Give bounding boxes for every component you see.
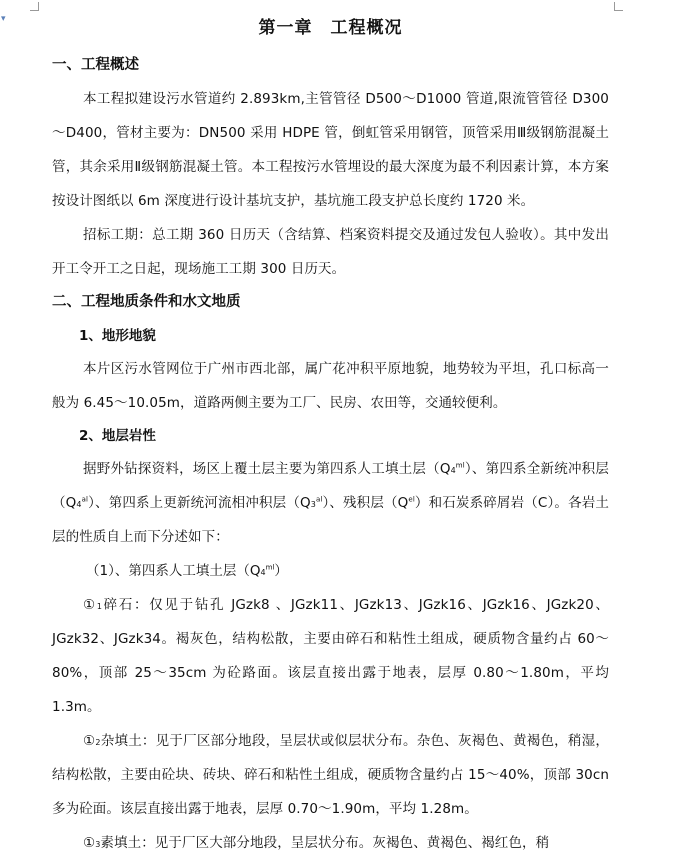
crop-mark-top-right (614, 2, 623, 11)
strata-text-b: ）、第四系全新统冲积层（Q (52, 461, 609, 511)
strata-intro-para (52, 452, 609, 554)
superscript-al-b: al (315, 495, 323, 504)
subscript-q3: 3 (310, 500, 316, 509)
layer2-subscript: 2 (95, 738, 101, 747)
layer3-para (52, 826, 609, 860)
section1-para1: 本工程拟建设污水管道约 2.893km,主管管径 D500～D1000 管道,限流管管径 D300～D400，管材主要为：DN500 采用 HDPE 管，倒虹管采用钢管，顶管采用Ⅲ级钢筋混凝土管，其余采用Ⅱ级钢筋混凝土管。本工程按污水管埋设的最大深度为最不利因素计算，本方案按设计图纸以 6m 深度进行设计基坑支护，基坑施工段支护总长度约 1720 米。 (52, 91, 609, 209)
subscript-q4: 4 (450, 466, 456, 475)
paragraph-marker-icon[interactable]: ▾ (1, 14, 6, 24)
document-page (52, 0, 609, 860)
sub2-heading: 2、地层岩性 (79, 428, 156, 444)
layer1-marker: ① (83, 597, 97, 613)
subscript-q4-c: 4 (260, 568, 266, 577)
layer1-text: 碎石：仅见于钻孔 JGzk8 、JGzk11、JGzk13、JGzk16、JGzk16、JGzk20、JGzk32、JGzk34。褐灰色，结构松散，主要由碎石和粘性土组成，硬质物含量约占 60～80%，顶部 25～35cm 为砼路面。该层直接出露于地表，层厚 0.80～1.80m，平均 1.3m。 (52, 597, 609, 715)
fill-layer-heading (52, 554, 609, 588)
strata-text-c: ）、第四系上更新统河流相冲积层（Q (88, 495, 311, 511)
superscript-ml-b: ml (265, 563, 275, 572)
strata-text-a: 据野外钻探资料，场区上覆土层主要为第四系人工填土层（Q (83, 461, 451, 477)
superscript-ml: ml (455, 461, 465, 470)
layer1-subscript: 1 (96, 602, 103, 611)
layer3-text: 素填土：见于厂区大部分地段，呈层状分布。灰褐色、黄褐色、褐红色，稍 (100, 835, 550, 851)
strata-text-e: ）和石炭系碎屑岩（C）。各岩土层的性质自上而下分述如下： (52, 495, 610, 545)
fill-layer-text-a: （1）、第四系人工填土层（Q (86, 563, 261, 579)
layer2-text: 杂填土：见于厂区部分地段，呈层状或似层状分布。杂色、灰褐色、黄褐色，稍湿，结构松散，主要由砼块、砖块、碎石和粘性土组成，硬质物含量约占 15～40%，顶部 30cn 多为砼面。该层直接出露于地表，层厚 0.70～1.90m，平均 1.28m。 (52, 733, 610, 817)
sub1-heading: 1、地形地貌 (79, 328, 156, 344)
crop-mark-top-left (30, 2, 39, 11)
layer2-para (52, 724, 609, 826)
superscript-el: el (408, 495, 415, 504)
superscript-al: al (81, 495, 89, 504)
section2-heading: 二、工程地质条件和水文地质 (52, 294, 241, 310)
chapter-title: 第一章 工程概况 (258, 18, 403, 38)
layer3-marker: ① (83, 835, 96, 851)
sub1-para: 本片区污水管网位于广州市西北部，属广花冲积平原地貌，地势较为平坦，孔口标高一般为 6.45～10.05m，道路两侧主要为工厂、民房、农田等，交通较便利。 (52, 361, 609, 411)
section1-heading: 一、工程概述 (52, 57, 139, 73)
fill-layer-text-b: ） (274, 563, 288, 579)
layer2-marker: ① (83, 733, 96, 749)
layer1-para (52, 588, 609, 724)
subscript-q4-b: 4 (76, 500, 82, 509)
section1-para2: 招标工期：总工期 360 日历天（含结算、档案资料提交及通过发包人验收）。其中发出开工令开工之日起，现场施工工期 300 日历天。 (52, 227, 609, 277)
layer3-subscript: 3 (95, 840, 101, 849)
strata-text-d: ）、残积层（Q (322, 495, 409, 511)
